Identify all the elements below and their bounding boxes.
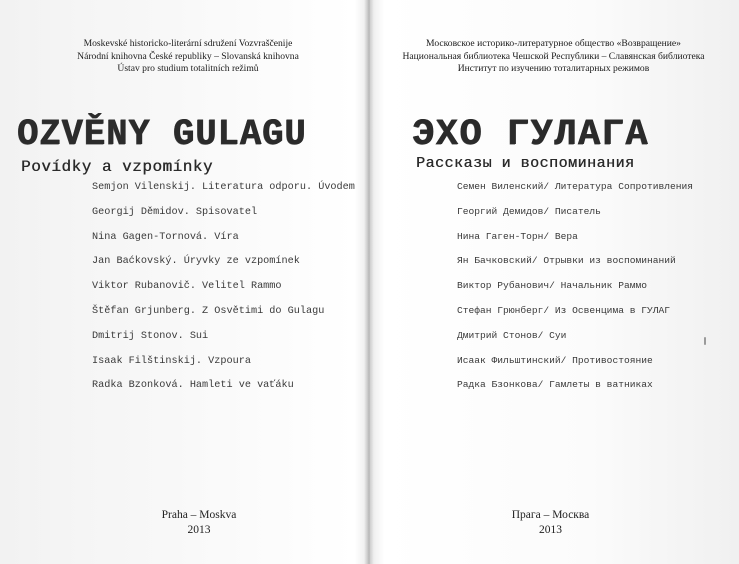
left-contents-list: [92, 181, 355, 404]
left-book-title: OZVĚNY GULAGU: [17, 114, 307, 156]
contents-entry: Нина Гаген-Торн/ Вера: [457, 230, 578, 242]
left-header-line: Ústav pro studium totalitních režimů: [117, 63, 259, 74]
left-imprint: [16, 508, 382, 538]
paper-speck: [704, 337, 706, 345]
contents-entry: Isaak Filštinskij. Vzpoura: [92, 355, 251, 367]
right-header-line: Национальная библиотека Чешской Республики – Славянская библиотека: [402, 50, 705, 62]
contents-entry: Стефан Грюнберг/ Из Освенцима в ГУЛАГ: [457, 304, 671, 316]
right-header-line: Московское историко-литературное общество «Возвращение»: [426, 38, 681, 49]
contents-entry: Виктор Рубанович/ Начальник Раммо: [457, 280, 647, 292]
contents-entry: Дмитрий Стонов/ Суи: [457, 329, 567, 341]
right-page: [372, 0, 739, 564]
contents-entry: Dmitrij Stonov. Sui: [92, 330, 209, 342]
contents-entry: Ян Бачковский/ Отрывки из воспоминаний: [457, 255, 676, 267]
left-imprint-place: Praha – Moskva: [161, 509, 237, 521]
contents-entry: Viktor Rubanovič. Velitel Rammo: [92, 281, 282, 293]
contents-entry: Nina Gagen-Tornová. Víra: [92, 231, 239, 243]
right-imprint-year: 2013: [539, 524, 562, 536]
contents-entry: Semjon Vilenskij. Literatura odporu. Úvodem: [92, 182, 355, 193]
right-contents-list: [457, 180, 693, 403]
right-publisher-header: [370, 38, 737, 76]
contents-entry: Georgij Děmidov. Spisovatel: [92, 206, 258, 218]
left-book-subtitle: Povídky a vzpomínky: [21, 158, 213, 176]
contents-entry: Štěfan Grjunberg. Z Osvětimi do Gulagu: [92, 305, 325, 317]
left-imprint-year: 2013: [187, 524, 211, 536]
left-header-line: Moskevské historicko-literární sdružení Vozvraščenije: [83, 38, 293, 49]
contents-entry: Семен Виленский/ Литература Сопротивления: [457, 181, 694, 192]
contents-entry: Радка Бзонкова/ Гамлеты в ватниках: [457, 379, 653, 391]
contents-entry: Radka Bzonková. Hamleti ve vaťáku: [92, 380, 294, 392]
left-publisher-header: [5, 38, 371, 76]
contents-entry: Jan Baćkovský. Úryvky ze vzpomínek: [92, 256, 300, 268]
contents-entry: Исаак Фильштинский/ Противостояние: [457, 354, 653, 366]
right-imprint: [367, 508, 734, 538]
contents-entry: Георгий Демидов/ Писатель: [457, 205, 601, 217]
left-page: [0, 0, 366, 564]
right-book-title: ЭХО ГУЛАГА: [412, 114, 650, 156]
right-header-line: Институт по изучению тоталитарных режимов: [457, 63, 650, 74]
right-imprint-place: Прага – Москва: [511, 509, 590, 521]
left-header-line: Národní knihovna České republiky – Slovanská knihovna: [77, 50, 299, 62]
right-book-subtitle: Рассказы и воспоминания: [416, 155, 635, 172]
